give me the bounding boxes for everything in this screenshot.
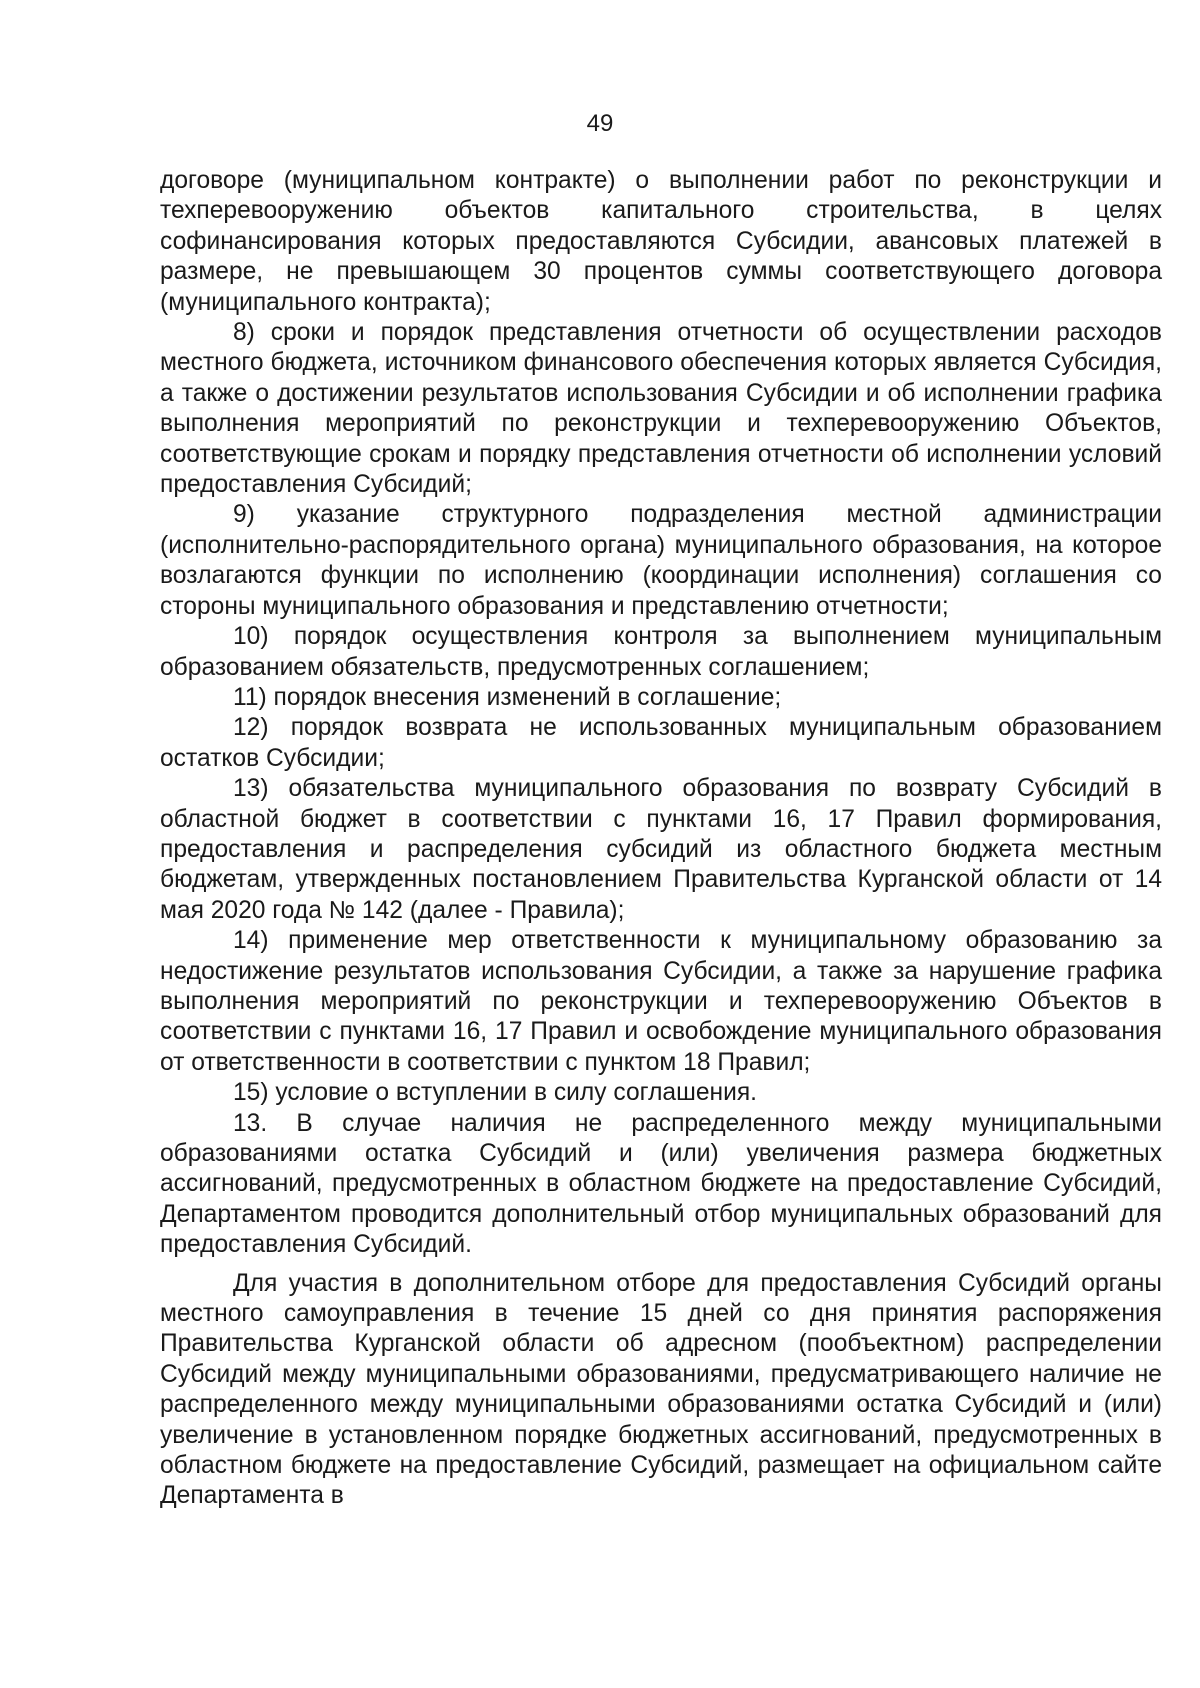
list-item-12: 12) порядок возврата не использованных муниципальным образованием остатков Субсидии; <box>160 714 1162 772</box>
list-item-14: 14) применение мер ответственности к муниципальному образованию за недостижение результатов использования Субсидии, а также за нарушение графика выполнения мероприятий по реконструкции и техперевооружению Объектов в соответствии с пунктами 16, 17 Правил и освобождение муниципального образования от ответственности в соответствии с пунктом 18 Правил; <box>160 927 1162 1076</box>
list-item-13: 13) обязательства муниципального образования по возврату Субсидий в областной бюджет в соответствии с пунктами 16, 17 Правил формирования, предоставления и распределения субсидий из областного бюджета местным бюджетам, утвержденных постановлением Правительства Курганской области от 14 мая 2020 года № 142 (далее - Правила); <box>160 775 1162 924</box>
section-13-paragraph: 13. В случае наличия не распределенного между муниципальными образованиями остатка Субсидий и (или) увеличения размера бюджетных ассигнований, предусмотренных в областном бюджете на предоставление Субсидий, Департаментом проводится дополнительный отбор муниципальных образований для предоставления Субсидий. <box>160 1109 1162 1259</box>
page-number: 49 <box>586 110 614 137</box>
paragraph-continuation: договоре (муниципальном контракте) о выполнении работ по реконструкции и техперевооружению объектов капитального строительства, в целях софинансирования которых предоставляются Субсидии, авансовых платежей в размере, не превышающем 30 процентов суммы соответствующего договора (муниципального контракта); <box>160 167 1162 316</box>
list-item-11: 11) порядок внесения изменений в соглашение; <box>233 683 782 711</box>
list-item-15: 15) условие о вступлении в силу соглашения. <box>233 1079 757 1107</box>
list-item-8: 8) сроки и порядок представления отчетности об осуществлении расходов местного бюджета, источником финансового обеспечения которых является Субсидия, а также о достижении результатов использования Субсидии и об исполнении графика выполнения мероприятий по реконструкции и техперевооружению Объектов, соответствующие срокам и порядку представления отчетности об исполнении условий предоставления Субсидий; <box>160 319 1162 499</box>
document-body <box>160 166 1162 1512</box>
additional-selection-paragraph: Для участия в дополнительном отборе для предоставления Субсидий органы местного самоуправления в течение 15 дней со дня принятия распоряжения Правительства Курганской области об адресном (пообъектном) распределении Субсидий между муниципальными образованиями, предусматривающего наличие не распределенного между муниципальными образованиями остатка Субсидий и (или) увеличение в установленном порядке бюджетных ассигнований, предусмотренных в областном бюджете на предоставление Субсидий, размещает на официальном сайте Департамента в <box>160 1269 1162 1510</box>
list-item-9: 9) указание структурного подразделения местной администрации (исполнительно-распорядительного органа) муниципального образования, на которое возлагаются функции по исполнению (координации исполнения) соглашения со стороны муниципального образования и представлению отчетности; <box>160 501 1162 620</box>
list-item-10: 10) порядок осуществления контроля за выполнением муниципальным образованием обязательств, предусмотренных соглашением; <box>160 623 1162 681</box>
